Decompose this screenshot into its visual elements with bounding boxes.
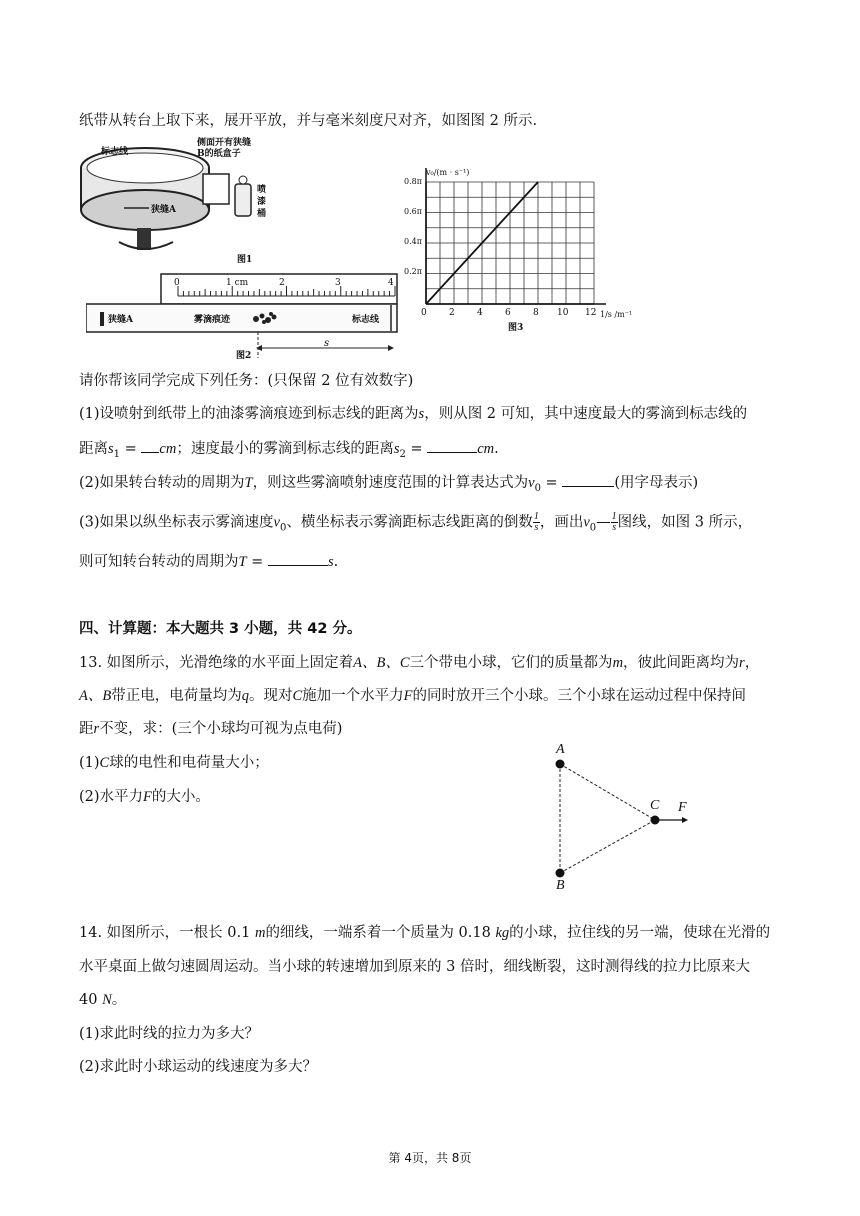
q2-text-c: (用字母表示) bbox=[614, 475, 699, 491]
task-line: 请你帮该同学完成下列任务：(只保留 2 位有效数字) bbox=[79, 373, 414, 389]
p13-text-3b: 不变，求：(三个小球均可视为点电荷) bbox=[99, 721, 343, 737]
eq-2: = bbox=[405, 441, 428, 457]
blank-s2[interactable] bbox=[427, 438, 477, 453]
q2-text-a: (2)如果转台转动的周期为 bbox=[79, 475, 245, 491]
p13-line-2 bbox=[79, 686, 746, 706]
var-ABC: A、B、C bbox=[353, 655, 410, 671]
p14-text-1a: 14. 如图所示，一根长 0.1 bbox=[79, 925, 255, 941]
q1-line-1 bbox=[79, 404, 747, 424]
figure-13 bbox=[540, 740, 700, 900]
unit-m: m bbox=[254, 925, 266, 941]
period-1: . bbox=[494, 441, 499, 457]
eq-4: = bbox=[246, 554, 268, 570]
ruler-label-4: 4 bbox=[388, 278, 394, 288]
var-C: C bbox=[292, 688, 303, 704]
p13-text-3a: 距 bbox=[79, 721, 94, 737]
chart3-x-tick-10: 10 bbox=[557, 308, 569, 318]
frac-num: 1 bbox=[533, 511, 539, 522]
unit-cm-2: cm bbox=[477, 441, 495, 457]
sub-0: 0 bbox=[534, 482, 541, 494]
p14-text-1c: 的小球，拉住线的另一端，使球在光滑的 bbox=[509, 925, 771, 941]
fig2-label-slit: 狭缝A bbox=[108, 315, 133, 325]
p14-text-1b: 的细线，一端系着一个质量为 0.18 bbox=[265, 925, 496, 941]
q3-text-e: 则可知转台转动的周期为 bbox=[79, 554, 239, 570]
frac-den: s bbox=[534, 522, 539, 533]
ruler-label-2: 2 bbox=[279, 278, 285, 288]
chart3-y-tick-02: 0.2π bbox=[404, 267, 422, 276]
p13-text-2c: 。现对 bbox=[248, 688, 293, 704]
chart3-y-label: v₀/(m · s⁻¹) bbox=[426, 168, 470, 177]
q3-line-2 bbox=[79, 551, 338, 572]
p14-line-2: 水平桌面上做匀速圆周运动。当小球的转速增加到原来的 3 倍时，细线断裂，这时测得线的拉力比原来大 bbox=[79, 959, 750, 975]
q3-text-c: ，画出 bbox=[539, 514, 584, 531]
label-B: B bbox=[556, 878, 565, 893]
fig2-label-trace: 雾滴痕迹 bbox=[194, 315, 231, 325]
figure-1 bbox=[79, 134, 279, 274]
p14-line-3 bbox=[79, 990, 126, 1010]
fig1-label-sprayer-3: 桶 bbox=[257, 209, 267, 219]
p13-line-1 bbox=[79, 653, 759, 673]
var-r: r bbox=[739, 655, 745, 671]
chart3-x-tick-2: 2 bbox=[449, 308, 455, 318]
sub-1: 1 bbox=[113, 448, 121, 460]
var-s1: s bbox=[108, 441, 114, 457]
p13-text-1b: 三个带电小球，它们的质量都为 bbox=[409, 655, 613, 671]
q1-text-d: ；速度最小的雾滴到标志线的距离 bbox=[176, 441, 394, 457]
comma-1: ， bbox=[744, 655, 760, 671]
blank-T[interactable] bbox=[268, 551, 328, 566]
p13-text-1: 13. 如图所示，光滑绝缘的水平面上固定着 bbox=[79, 655, 354, 671]
frac-num-2: 1 bbox=[611, 511, 617, 522]
frac-1-over-s bbox=[533, 512, 540, 533]
sub-0-3: 0 bbox=[589, 522, 597, 534]
unit-cm-1: cm bbox=[159, 441, 177, 457]
p13-q1 bbox=[79, 753, 269, 773]
period-2: . bbox=[333, 554, 339, 570]
unit-N: N bbox=[102, 992, 112, 1008]
p13-q2 bbox=[79, 787, 210, 807]
p13-text-2b: 带正电，电荷量均为 bbox=[111, 688, 242, 704]
fig1-caption: 图1 bbox=[237, 255, 253, 265]
ball-B bbox=[556, 869, 565, 878]
q3-text-a: (3)如果以纵坐标表示雾滴速度 bbox=[79, 514, 274, 531]
sub-2: 2 bbox=[399, 448, 406, 460]
blank-s1[interactable] bbox=[141, 438, 159, 453]
var-C-2: C bbox=[99, 755, 110, 771]
dash: — bbox=[596, 514, 611, 531]
chart3-x-tick-0: 0 bbox=[421, 308, 427, 318]
p13-text-1c: ，彼此间距离均为 bbox=[623, 655, 740, 671]
q3-text-b: 、横坐标表示雾滴距标志线距离的倒数 bbox=[286, 514, 533, 531]
var-v0-2: v bbox=[273, 514, 280, 531]
frac-den-2: s bbox=[612, 522, 617, 533]
figure-2 bbox=[86, 272, 404, 362]
var-r-2: r bbox=[93, 721, 100, 737]
fig1-label-slit: 狭缝A bbox=[151, 205, 176, 215]
p14-text-3a: 40 bbox=[79, 992, 103, 1008]
q2-line bbox=[79, 472, 698, 499]
p13-q1b: 球的电性和电荷量大小； bbox=[109, 755, 269, 771]
var-v0-3: v bbox=[583, 514, 590, 531]
fig1-label-biaozhi: 标志线 bbox=[101, 147, 129, 157]
frac-1-over-s-2 bbox=[611, 512, 618, 533]
fig1-label-sprayer-1: 喷 bbox=[257, 185, 267, 195]
p13-q2b: 的大小。 bbox=[151, 789, 210, 805]
chart3-caption: 图3 bbox=[508, 323, 524, 333]
label-F: F bbox=[678, 800, 687, 815]
p13-line-3 bbox=[79, 719, 342, 739]
q3-text-d: 图线，如图 3 所示， bbox=[617, 514, 753, 531]
q1-text-c: 距离 bbox=[79, 441, 108, 457]
ruler-label-1: 1 cm bbox=[226, 278, 249, 288]
chart3-x-tick-6: 6 bbox=[505, 308, 511, 318]
ruler-label-3: 3 bbox=[335, 278, 341, 288]
figure-3 bbox=[396, 164, 646, 340]
var-s2: s bbox=[393, 441, 400, 457]
p14-text-3c: 。 bbox=[111, 992, 127, 1008]
var-s: s bbox=[418, 406, 425, 422]
p14-q2: (2)求此时小球运动的线速度为多大？ bbox=[79, 1059, 318, 1075]
var-F-2: F bbox=[143, 789, 152, 805]
p13-text-2d: 施加一个水平力 bbox=[302, 688, 404, 704]
var-q: q bbox=[241, 688, 249, 704]
fig2-label-mark: 标志线 bbox=[352, 315, 380, 325]
var-T-2: T bbox=[238, 554, 247, 570]
q1-line-2 bbox=[79, 438, 499, 465]
fig2-caption: 图2 bbox=[236, 351, 252, 361]
ball-C bbox=[651, 816, 660, 825]
page-footer: 第 4页，共 8页 bbox=[388, 1151, 472, 1165]
intro-line: 纸带从转台上取下来，展开平放，并与毫米刻度尺对齐，如图图 2 所示. bbox=[79, 113, 538, 129]
var-AB: A、B bbox=[79, 688, 112, 704]
eq-1: = bbox=[120, 441, 142, 457]
fig1-label-box: 侧面开有狭缝 B的纸盒子 bbox=[197, 138, 252, 159]
p13-q1a: (1) bbox=[79, 755, 100, 771]
ruler-label-0: 0 bbox=[174, 278, 180, 288]
var-F: F bbox=[403, 688, 413, 704]
section-heading: 四、计算题：本大题共 3 小题，共 42 分。 bbox=[79, 621, 362, 637]
chart3-x-tick-12: 12 bbox=[585, 308, 597, 318]
chart3-x-tick-4: 4 bbox=[477, 308, 483, 318]
chart3-y-tick-06: 0.6π bbox=[404, 207, 422, 216]
unit-kg: kg bbox=[495, 925, 510, 941]
label-A: A bbox=[556, 742, 565, 757]
var-v0: v bbox=[528, 475, 535, 491]
q1-text-a: (1)设喷射到纸带上的油漆雾滴痕迹到标志线的距离为 bbox=[79, 406, 419, 422]
chart3-y-tick-04: 0.4π bbox=[404, 237, 422, 246]
blank-v0[interactable] bbox=[562, 472, 614, 487]
p14-line-1 bbox=[79, 923, 770, 943]
chart3-y-tick-08: 0.8π bbox=[404, 177, 422, 186]
var-m: m bbox=[612, 655, 624, 671]
eq-3: = bbox=[540, 475, 563, 491]
unit-s: s bbox=[327, 554, 334, 570]
ball-A bbox=[556, 760, 565, 769]
q2-text-b: ，则这些雾滴喷射速度范围的计算表达式为 bbox=[252, 475, 529, 491]
q3-line-1 bbox=[79, 512, 752, 538]
p14-q1: (1)求此时线的拉力为多大？ bbox=[79, 1026, 260, 1042]
p13-text-2e: 的同时放开三个小球。三个小球在运动过程中保持间 bbox=[412, 688, 746, 704]
var-T: T bbox=[244, 475, 253, 491]
label-C: C bbox=[650, 798, 660, 813]
chart3-x-tick-8: 8 bbox=[533, 308, 539, 318]
fig2-label-s: s bbox=[324, 338, 330, 349]
fig1-label-sprayer-2: 漆 bbox=[257, 197, 267, 207]
q1-text-b: ，则从图 2 可知，其中速度最大的雾滴到标志线的 bbox=[424, 406, 748, 422]
p13-q2a: (2)水平力 bbox=[79, 789, 144, 805]
sub-0-2: 0 bbox=[279, 522, 287, 534]
chart3-x-label: 1/s /m⁻¹ bbox=[600, 310, 633, 319]
